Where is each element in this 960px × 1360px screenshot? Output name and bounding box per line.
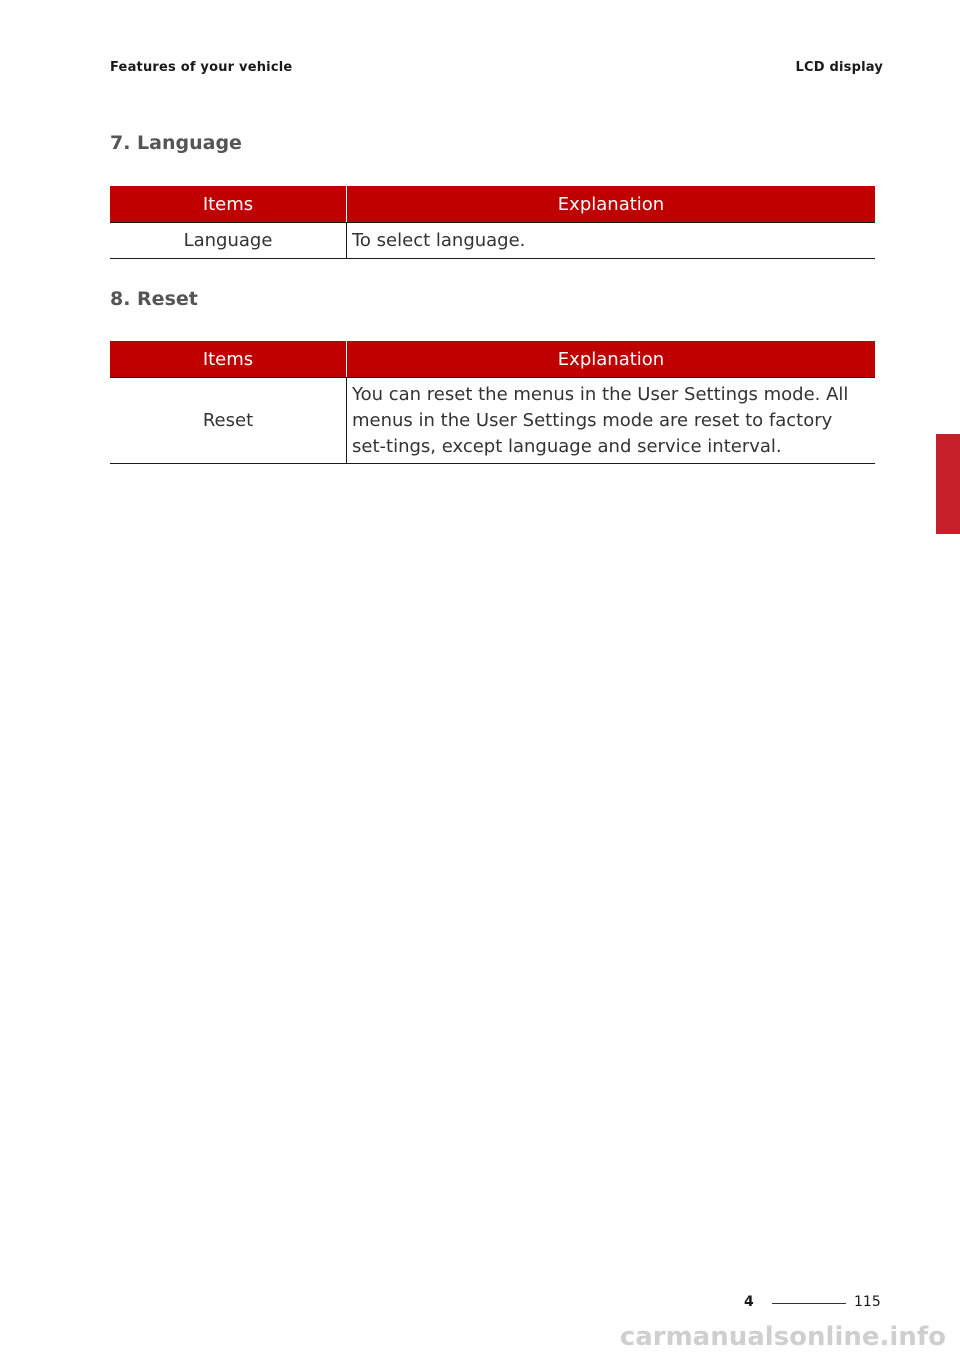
watermark-text: carmanualsonline.info — [619, 1322, 946, 1352]
table-row — [110, 378, 875, 464]
footer-divider — [772, 1303, 846, 1304]
column-header-items: Items — [110, 341, 347, 378]
column-header-explanation: Explanation — [347, 341, 876, 378]
footer-page-number: 115 — [854, 1294, 881, 1310]
table-cell-item: Reset — [110, 378, 347, 464]
footer-chapter-number: 4 — [744, 1294, 754, 1310]
table-cell-item: Language — [110, 223, 347, 259]
reset-table — [110, 341, 875, 464]
running-header-topic: LCD display — [795, 60, 883, 75]
running-header-section: Features of your vehicle — [110, 60, 293, 75]
table-row — [110, 223, 875, 259]
table-header-row — [110, 186, 875, 223]
chapter-side-tab-number: 4 — [940, 512, 954, 533]
table-header-row — [110, 341, 875, 378]
section-title-reset: 8. Reset — [110, 288, 198, 310]
table-cell-explanation: You can reset the menus in the User Settings mode. All menus in the User Settings mode are reset to factory set-tings, except language and service interval. — [347, 378, 876, 464]
table-cell-explanation: To select language. — [347, 223, 876, 259]
section-title-language: 7. Language — [110, 132, 242, 154]
column-header-explanation: Explanation — [347, 186, 876, 223]
column-header-items: Items — [110, 186, 347, 223]
language-table — [110, 186, 875, 259]
